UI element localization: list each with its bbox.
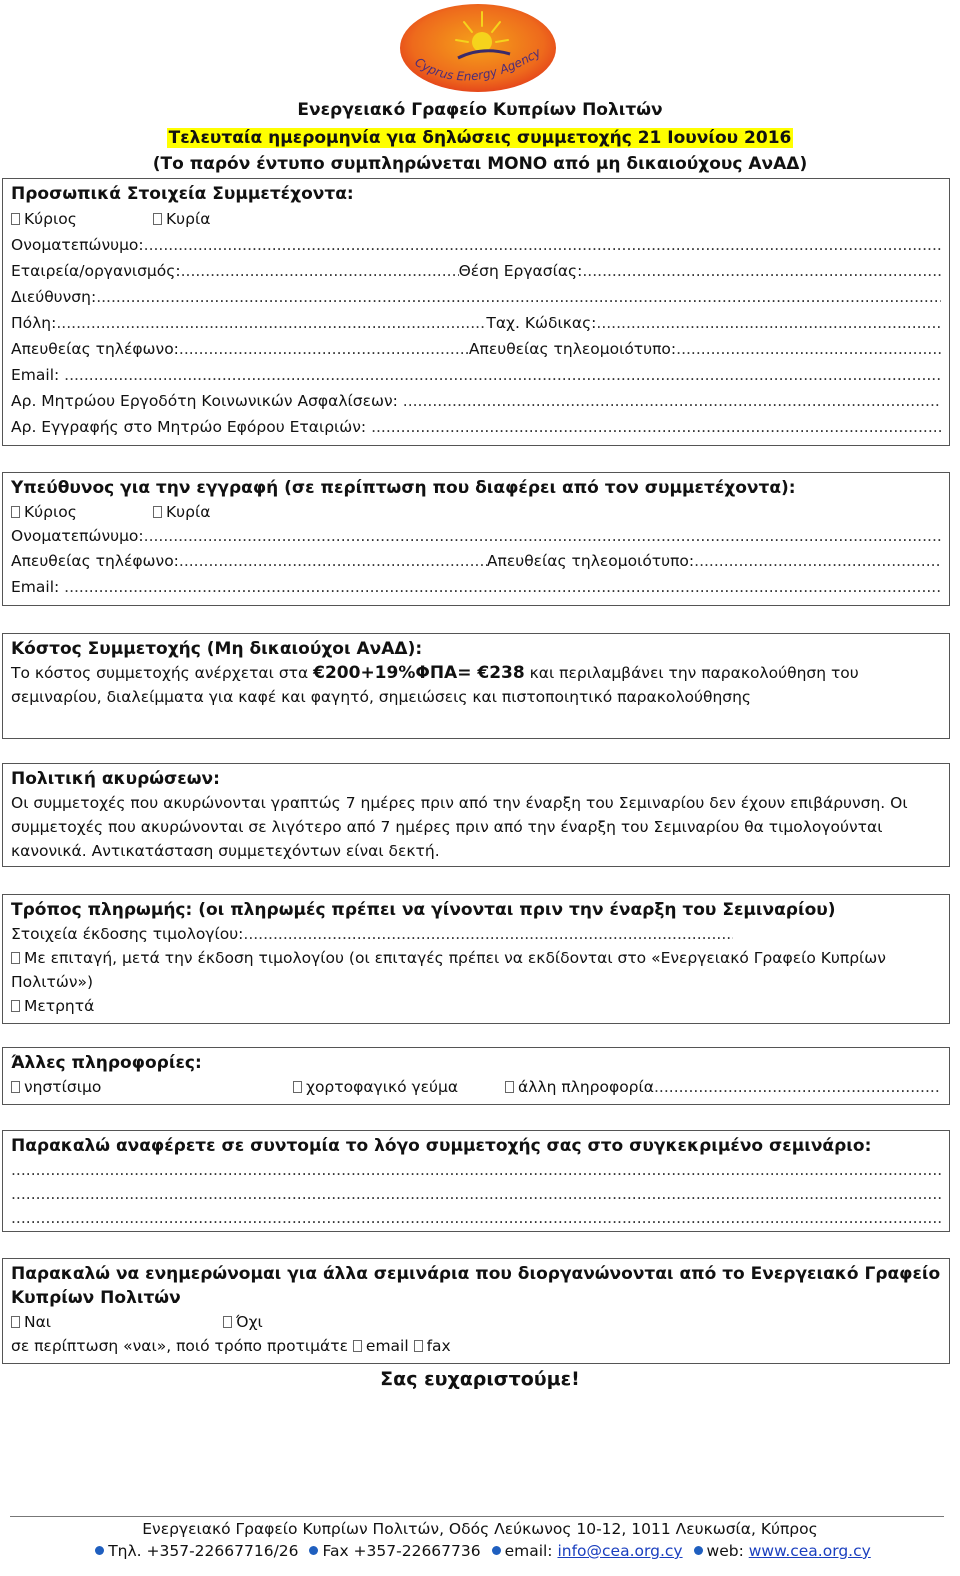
fasting-option[interactable] bbox=[11, 1075, 293, 1099]
form-note: (Το παρόν έντυπο συμπληρώνεται ΜΟΝΟ από μη δικαιούχους ΑνΑΔ) bbox=[152, 154, 808, 174]
email-label: Email: bbox=[11, 366, 65, 384]
cost-text bbox=[11, 661, 941, 709]
city-field[interactable] bbox=[11, 310, 941, 336]
pref-fax-label: fax bbox=[426, 1337, 451, 1355]
footer-fax: Fax +357-22667736 bbox=[322, 1542, 481, 1560]
other-checkbox[interactable] bbox=[505, 1081, 514, 1093]
pref-fax-checkbox[interactable] bbox=[414, 1340, 423, 1352]
updates-heading-line1: Παρακαλώ να ενημερώνομαι για άλλα σεμινάρια που διοργανώνονται από το Ενεργειακό Γραφείο bbox=[11, 1264, 941, 1284]
invoice-field[interactable] bbox=[11, 922, 941, 946]
cash-option[interactable] bbox=[11, 994, 941, 1018]
cheque-line1: Με επιταγή, μετά την έκδοση τιμολογίου (οι επιταγές πρέπει να εκδίδονται στο «Ενεργειακό Γραφείο Κυπρίων bbox=[24, 949, 886, 967]
responsible-fax-label: Απευθείας τηλεομοιότυπο: bbox=[486, 552, 695, 570]
bullet-icon bbox=[694, 1546, 703, 1555]
cancellation-text bbox=[11, 791, 941, 863]
footer-divider bbox=[10, 1516, 944, 1517]
other-info-heading: Άλλες πληροφορίες: bbox=[11, 1053, 202, 1073]
cost-text-after: και περιλαμβάνει την παρακολούθηση του bbox=[524, 664, 859, 682]
address-label: Διεύθυνση: bbox=[11, 288, 97, 306]
fasting-checkbox[interactable] bbox=[11, 1081, 20, 1093]
registrar-label: Αρ. Εγγραφής στο Μητρώο Εφόρου Εταιριών: bbox=[11, 418, 372, 436]
pref-email-option[interactable] bbox=[353, 1337, 409, 1355]
email-line[interactable] bbox=[64, 362, 941, 388]
pref-fax-option[interactable] bbox=[414, 1337, 451, 1355]
city-line[interactable] bbox=[56, 310, 486, 336]
logo-graphic bbox=[398, 2, 558, 98]
responsible-mr-option[interactable] bbox=[11, 503, 77, 521]
bullet-icon bbox=[309, 1546, 318, 1555]
responsible-mr-checkbox[interactable] bbox=[11, 506, 20, 518]
reason-dots-2[interactable] bbox=[11, 1182, 941, 1206]
thanks-text: Σας ευχαριστούμε! bbox=[380, 1368, 580, 1390]
mr-option[interactable] bbox=[11, 210, 77, 228]
cheque-line2: Πολιτών») bbox=[11, 973, 94, 991]
responsible-email-field[interactable] bbox=[11, 574, 941, 600]
no-option[interactable] bbox=[223, 1310, 263, 1334]
updates-heading-line2: Κυπρίων Πολιτών bbox=[11, 1288, 181, 1308]
footer-email-link[interactable]: info@cea.org.cy bbox=[557, 1542, 683, 1560]
pref-email-checkbox[interactable] bbox=[353, 1340, 362, 1352]
payment-heading: Τρόπος πληρωμής: (οι πληρωμές πρέπει να γίνονται πριν την έναρξη του Σεμιναρίου) bbox=[11, 900, 836, 920]
company-line[interactable] bbox=[181, 258, 459, 284]
responsible-mr-label: Κύριος bbox=[24, 503, 77, 521]
contact-preference bbox=[11, 1334, 941, 1358]
other-option[interactable] bbox=[505, 1075, 654, 1099]
fullname-label: Ονοματεπώνυμο: bbox=[11, 236, 144, 254]
cost-section bbox=[2, 633, 950, 739]
footer-address: Ενεργειακό Γραφείο Κυπρίων Πολιτών, Οδός Λεύκωνος 10-12, 1011 Λευκωσία, Κύπρος bbox=[142, 1520, 818, 1538]
responsible-mrs-checkbox[interactable] bbox=[153, 506, 162, 518]
cash-label: Μετρητά bbox=[24, 997, 95, 1015]
pref-email-label: email bbox=[365, 1337, 409, 1355]
updates-yes-no bbox=[11, 1310, 941, 1334]
cost-text-before: Το κόστος συμμετοχής ανέρχεται στα bbox=[11, 664, 314, 682]
cancellation-line2: συμμετοχές που ακυρώνονται σε λιγότερο από 7 ημέρες πριν από την έναρξη του Σεμιναρίου θα τιμολογούνται bbox=[11, 818, 883, 836]
responsible-email-label: Email: bbox=[11, 578, 65, 596]
responsible-phone-line[interactable] bbox=[179, 548, 487, 574]
responsible-mrs-option[interactable] bbox=[153, 500, 210, 524]
cash-checkbox[interactable] bbox=[11, 1000, 20, 1012]
personal-heading: Προσωπικά Στοιχεία Συμμετέχοντα: bbox=[11, 184, 354, 204]
preference-label: σε περίπτωση «ναι», ποιό τρόπο προτιμάτε bbox=[11, 1337, 348, 1355]
vegetarian-label: χορτοφαγικό γεύμα bbox=[306, 1078, 459, 1096]
responsible-fullname-label: Ονοματεπώνυμο: bbox=[11, 527, 144, 545]
registrar-line[interactable] bbox=[371, 414, 941, 440]
position-line[interactable] bbox=[582, 258, 941, 284]
other-info-section bbox=[2, 1047, 950, 1105]
other-info-options bbox=[11, 1075, 941, 1099]
other-line[interactable] bbox=[654, 1075, 941, 1099]
fullname-line[interactable] bbox=[144, 232, 941, 258]
registrar-field[interactable] bbox=[11, 414, 941, 440]
fax-label: Απευθείας τηλεομοιότυπο: bbox=[468, 340, 677, 358]
address-field[interactable] bbox=[11, 284, 941, 310]
logo-text: Cyprus Energy Agency bbox=[412, 45, 544, 84]
address-line[interactable] bbox=[96, 284, 941, 310]
reason-dots-3[interactable] bbox=[11, 1206, 941, 1230]
mr-checkbox[interactable] bbox=[11, 213, 20, 225]
invoice-label: Στοιχεία έκδοσης τιμολογίου: bbox=[11, 925, 244, 943]
responsible-phone-field[interactable] bbox=[11, 548, 941, 574]
mrs-option[interactable] bbox=[153, 206, 210, 232]
responsible-heading: Υπεύθυνος για την εγγραφή (σε περίπτωση που διαφέρει από τον συμμετέχοντα): bbox=[11, 478, 796, 498]
mrs-checkbox[interactable] bbox=[153, 213, 162, 225]
company-field[interactable] bbox=[11, 258, 941, 284]
yes-option[interactable] bbox=[11, 1313, 51, 1331]
responsible-mrs-label: Κυρία bbox=[166, 503, 211, 521]
social-insurance-label: Αρ. Μητρώου Εργοδότη Κοινωνικών Ασφαλίσεων: bbox=[11, 392, 403, 410]
email-field[interactable] bbox=[11, 362, 941, 388]
cheque-option[interactable] bbox=[11, 946, 941, 994]
personal-details-section bbox=[2, 178, 950, 446]
social-insurance-field[interactable] bbox=[11, 388, 941, 414]
responsible-fullname-field[interactable] bbox=[11, 524, 941, 548]
reason-heading: Παρακαλώ αναφέρετε σε συντομία το λόγο συμμετοχής σας στο συγκεκριμένο σεμινάριο: bbox=[11, 1136, 872, 1156]
deadline-text: Τελευταία ημερομηνία για δηλώσεις συμμετοχής 21 Ιουνίου 2016 bbox=[168, 128, 792, 148]
reason-line-3[interactable] bbox=[11, 1206, 941, 1230]
cheque-checkbox[interactable] bbox=[11, 952, 20, 964]
reason-dots-1[interactable] bbox=[11, 1158, 941, 1182]
cancellation-line1: Οι συμμετοχές που ακυρώνονται γραπτώς 7 ημέρες πριν από την έναρξη του Σεμιναρίου δεν έχουν επιβάρυνση. Οι bbox=[11, 794, 908, 812]
deadline-banner bbox=[0, 128, 960, 148]
cost-heading: Κόστος Συμμετοχής (Μη δικαιούχοι ΑνΑΔ): bbox=[11, 639, 423, 659]
reason-line-2[interactable] bbox=[11, 1182, 941, 1206]
fullname-field[interactable] bbox=[11, 232, 941, 258]
vegetarian-option[interactable] bbox=[293, 1075, 505, 1099]
mrs-label: Κυρία bbox=[166, 210, 211, 228]
invoice-line[interactable] bbox=[243, 922, 733, 946]
footer-web-label: web: bbox=[706, 1542, 749, 1560]
phone-field[interactable] bbox=[11, 336, 941, 362]
responsible-phone-label: Απευθείας τηλέφωνο: bbox=[11, 552, 179, 570]
fax-line[interactable] bbox=[676, 336, 941, 362]
no-checkbox[interactable] bbox=[223, 1316, 232, 1328]
other-label: άλλη πληροφορία bbox=[518, 1078, 654, 1096]
yes-label: Ναι bbox=[24, 1313, 52, 1331]
footer-contacts bbox=[0, 1542, 960, 1560]
org-title: Ενεργειακό Γραφείο Κυπρίων Πολιτών bbox=[297, 100, 663, 120]
responsible-email-line[interactable] bbox=[64, 574, 941, 600]
vegetarian-checkbox[interactable] bbox=[293, 1081, 302, 1093]
social-insurance-line[interactable] bbox=[403, 388, 941, 414]
reason-line-1[interactable] bbox=[11, 1158, 941, 1182]
fasting-label: νηστίσιμο bbox=[24, 1078, 102, 1096]
cancellation-heading: Πολιτική ακυρώσεων: bbox=[11, 769, 220, 789]
position-label: Θέση Εργασίας: bbox=[458, 262, 583, 280]
cost-amount: €200+19%ΦΠΑ= €238 bbox=[313, 663, 525, 683]
mr-label: Κύριος bbox=[24, 210, 77, 228]
yes-checkbox[interactable] bbox=[11, 1316, 20, 1328]
bullet-icon bbox=[492, 1546, 501, 1555]
bullet-icon bbox=[95, 1546, 104, 1555]
phone-label: Απευθείας τηλέφωνο: bbox=[11, 340, 179, 358]
cancellation-line3: κανονικά. Αντικατάσταση συμμετεχόντων είναι δεκτή. bbox=[11, 842, 440, 860]
footer-tel: Τηλ. +357-22667716/26 bbox=[108, 1542, 299, 1560]
responsible-section bbox=[2, 472, 950, 606]
updates-section bbox=[2, 1258, 950, 1364]
responsible-fullname-line[interactable] bbox=[144, 524, 941, 548]
cost-text-line2: σεμιναρίου, διαλείμματα για καφέ και φαγητό, σημειώσεις και πιστοποιητικό παρακολούθησης bbox=[11, 688, 752, 706]
city-label: Πόλη: bbox=[11, 314, 57, 332]
phone-line[interactable] bbox=[179, 336, 469, 362]
company-label: Εταιρεία/οργανισμός: bbox=[11, 262, 181, 280]
cea-logo bbox=[398, 2, 558, 98]
responsible-title-options bbox=[11, 500, 941, 524]
payment-section bbox=[2, 894, 950, 1024]
no-label: Όχι bbox=[236, 1313, 263, 1331]
cancellation-section bbox=[2, 763, 950, 867]
postcode-line[interactable] bbox=[596, 310, 941, 336]
footer-web-link[interactable]: www.cea.org.cy bbox=[748, 1542, 871, 1560]
title-options bbox=[11, 206, 941, 232]
postcode-label: Ταχ. Κώδικας: bbox=[486, 314, 597, 332]
footer-email-label: email: bbox=[504, 1542, 558, 1560]
responsible-fax-line[interactable] bbox=[694, 548, 941, 574]
reason-section bbox=[2, 1130, 950, 1232]
